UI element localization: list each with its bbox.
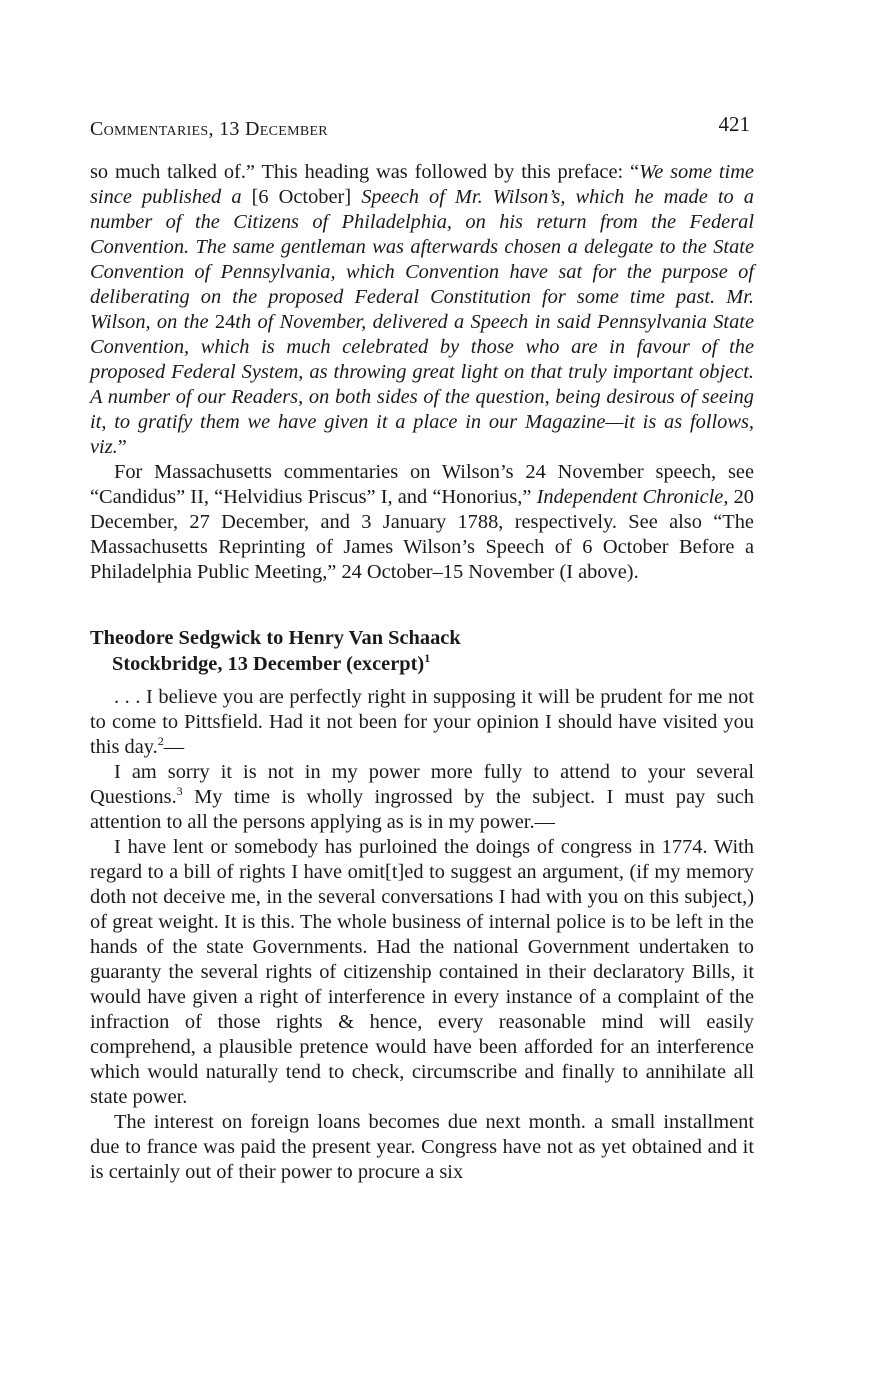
text-run: [6 October] — [241, 186, 362, 208]
footnote-ref: 2 — [157, 734, 164, 749]
letter-paragraph-2 — [90, 760, 754, 835]
italic-run: th of November, delivered a Speech in said Pennsylvania State Convention, which is much celebrated by those who are in favour of the proposed Federal System, as throwing great light on that truly important object. A number of our Readers, on both sides of the question, being desirous of seeing it, to gratify them we have given it a place in our Magazine—it is as follows, viz. — [90, 311, 754, 458]
letter-paragraph-1 — [90, 685, 754, 760]
letter-paragraph-4: The interest on foreign loans becomes due next month. a small installment due to france was paid the present year. Congress have not as yet obtained and it is certainly out of their power to procure a six — [90, 1111, 754, 1183]
heading-line-2: Stockbridge, 13 December (excerpt) — [112, 653, 425, 675]
running-head: Commentaries, 13 December — [90, 118, 328, 140]
page-header — [90, 112, 750, 142]
italic-run: Independent Chronicle, — [536, 486, 729, 508]
italic-run: Speech of Mr. Wilson’s, which he made to a number of the Citizens of Philadelphia, on his return from the Federal Convention. The same gentleman was afterwards chosen a delegate to the State Convention of Pennsylvania, which Convention have sat for the purpose of deliberating on the proposed Federal Constitution for some time past. Mr. Wilson, on the — [90, 186, 754, 333]
text-run: 24 — [208, 311, 236, 333]
section-gap — [90, 585, 754, 625]
document-heading-dateline — [90, 651, 754, 677]
text-run: 20 December, 27 December, and 3 January 1788, respectively. See also “The Massachusetts Reprinting of James Wilson’s Speech of 6 October Before a Philadelphia Public Meeting,” 24 October–15 November (I above). — [90, 486, 754, 583]
document-heading — [90, 625, 754, 651]
text-run: ” — [117, 436, 127, 458]
preface-paragraph — [90, 160, 754, 460]
letter-paragraph-3: I have lent or somebody has purloined the doings of congress in 1774. With regard to a bill of rights I have omit[t]ed to suggest an argument, (if my memory doth not deceive me, in the several conversations I had with you on this subject,) of great weight. It is this. The whole business of internal police is to be left in the hands of the state Governments. Had the national Government undertaken to guaranty the several rights of citizenship contained in their declaratory Bills, it would have given a right of interference in every instance of a complaint of the infraction of those rights & hence, every reasonable mind will easily comprehend, a plausible pretence would have been afforded for an interference which would naturally tend to check, circumscribe and finally to annihilate all state power. — [90, 836, 754, 1108]
text-run: — — [163, 736, 185, 758]
italic-run: We some time since published a — [90, 161, 754, 208]
footnote-ref: 1 — [424, 651, 431, 666]
text-run: . . . I believe you are perfectly right in supposing it will be prudent for me not to come to Pittsfield. Had it not been for your opinion I should have visited you this day. — [90, 686, 754, 758]
page-body — [90, 160, 754, 1185]
text-run: so much talked of.” This heading was followed by this preface: “ — [90, 161, 640, 183]
heading-line-1: Theodore Sedgwick to Henry Van Schaack — [90, 627, 461, 649]
text-run: I am sorry it is not in my power more fully to attend to your several Questions. — [90, 761, 754, 808]
text-run: My time is wholly ingrossed by the subject. I must pay such attention to all the persons applying as is in my power.— — [90, 786, 754, 833]
spacer — [90, 677, 754, 685]
text-run: For Massachusetts commentaries on Wilson’s 24 November speech, see “Candidus” II, “Helvidius Priscus” I, and “Honorius,” — [90, 461, 754, 508]
footnote-ref: 3 — [176, 784, 183, 799]
commentary-paragraph — [90, 460, 754, 585]
page-number: 421 — [718, 112, 750, 136]
